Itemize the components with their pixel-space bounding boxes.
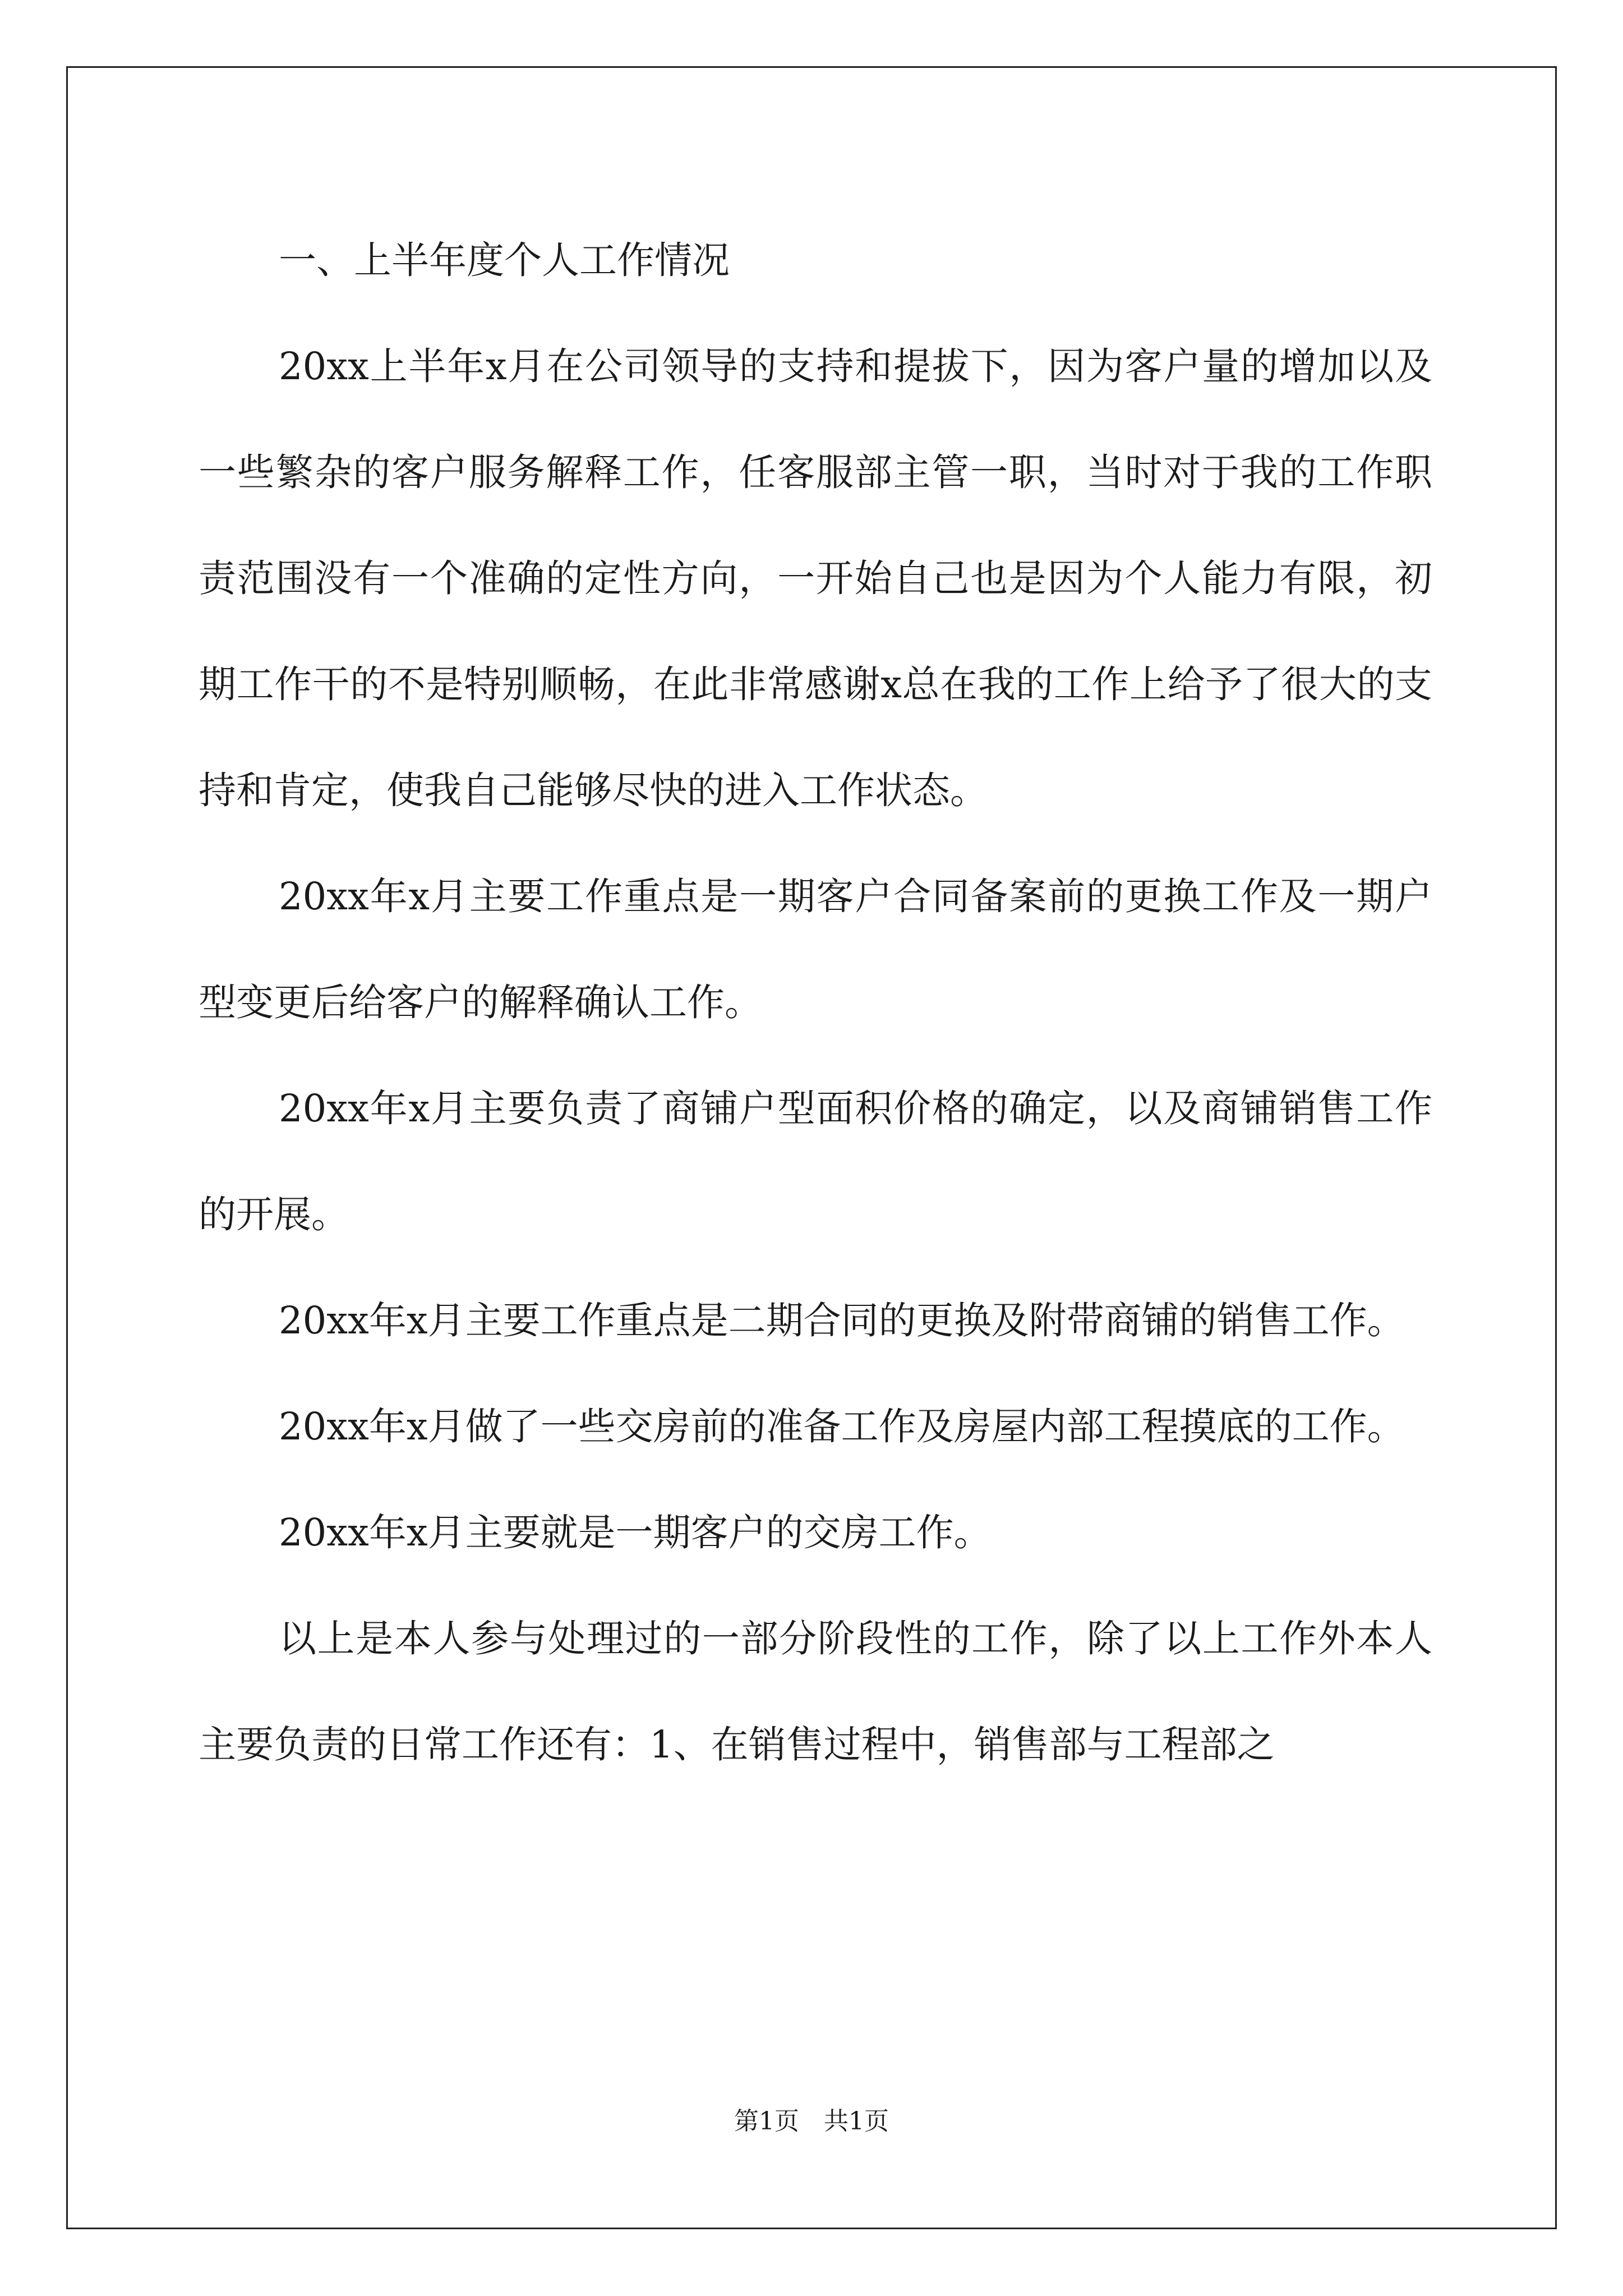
page-total: 共1页 — [824, 2107, 889, 2136]
paragraph-3: 20xx年x月主要负责了商铺户型面积价格的确定，以及商铺销售工作的开展。 — [199, 1087, 1432, 1236]
page-number: 第1页 — [734, 2107, 799, 2136]
paragraph-4: 20xx年x月主要工作重点是二期合同的更换及附带商铺的销售工作。 — [279, 1299, 1405, 1342]
paragraph-5: 20xx年x月做了一些交房前的准备工作及房屋内部工程摸底的工作。 — [279, 1405, 1405, 1448]
paragraph-6: 20xx年x月主要就是一期客户的交房工作。 — [279, 1511, 992, 1554]
page-footer — [0, 2101, 1623, 2137]
section-heading: 一、上半年度个人工作情况 — [279, 238, 730, 282]
paragraph-1: 20xx上半年x月在公司领导的支持和提拔下，因为客户量的增加以及一些繁杂的客户服务解释工作，任客服部主管一职，当时对于我的工作职责范围没有一个准确的定性方向，一开始自己也是因为个人能力有限，初期工作干的不是特别顺畅，在此非常感谢x总在我的工作上给予了很大的支持和肯定，使我自己能够尽快的进入工作状态。 — [199, 344, 1432, 812]
paragraph-2: 20xx年x月主要工作重点是一期客户合同备案前的更换工作及一期户型变更后给客户的解释确认工作。 — [199, 875, 1432, 1024]
document-body — [199, 208, 1432, 1798]
paragraph-7: 以上是本人参与处理过的一部分阶段性的工作，除了以上工作外本人主要负责的日常工作还有：1、在销售过程中，销售部与工程部之 — [199, 1617, 1432, 1766]
